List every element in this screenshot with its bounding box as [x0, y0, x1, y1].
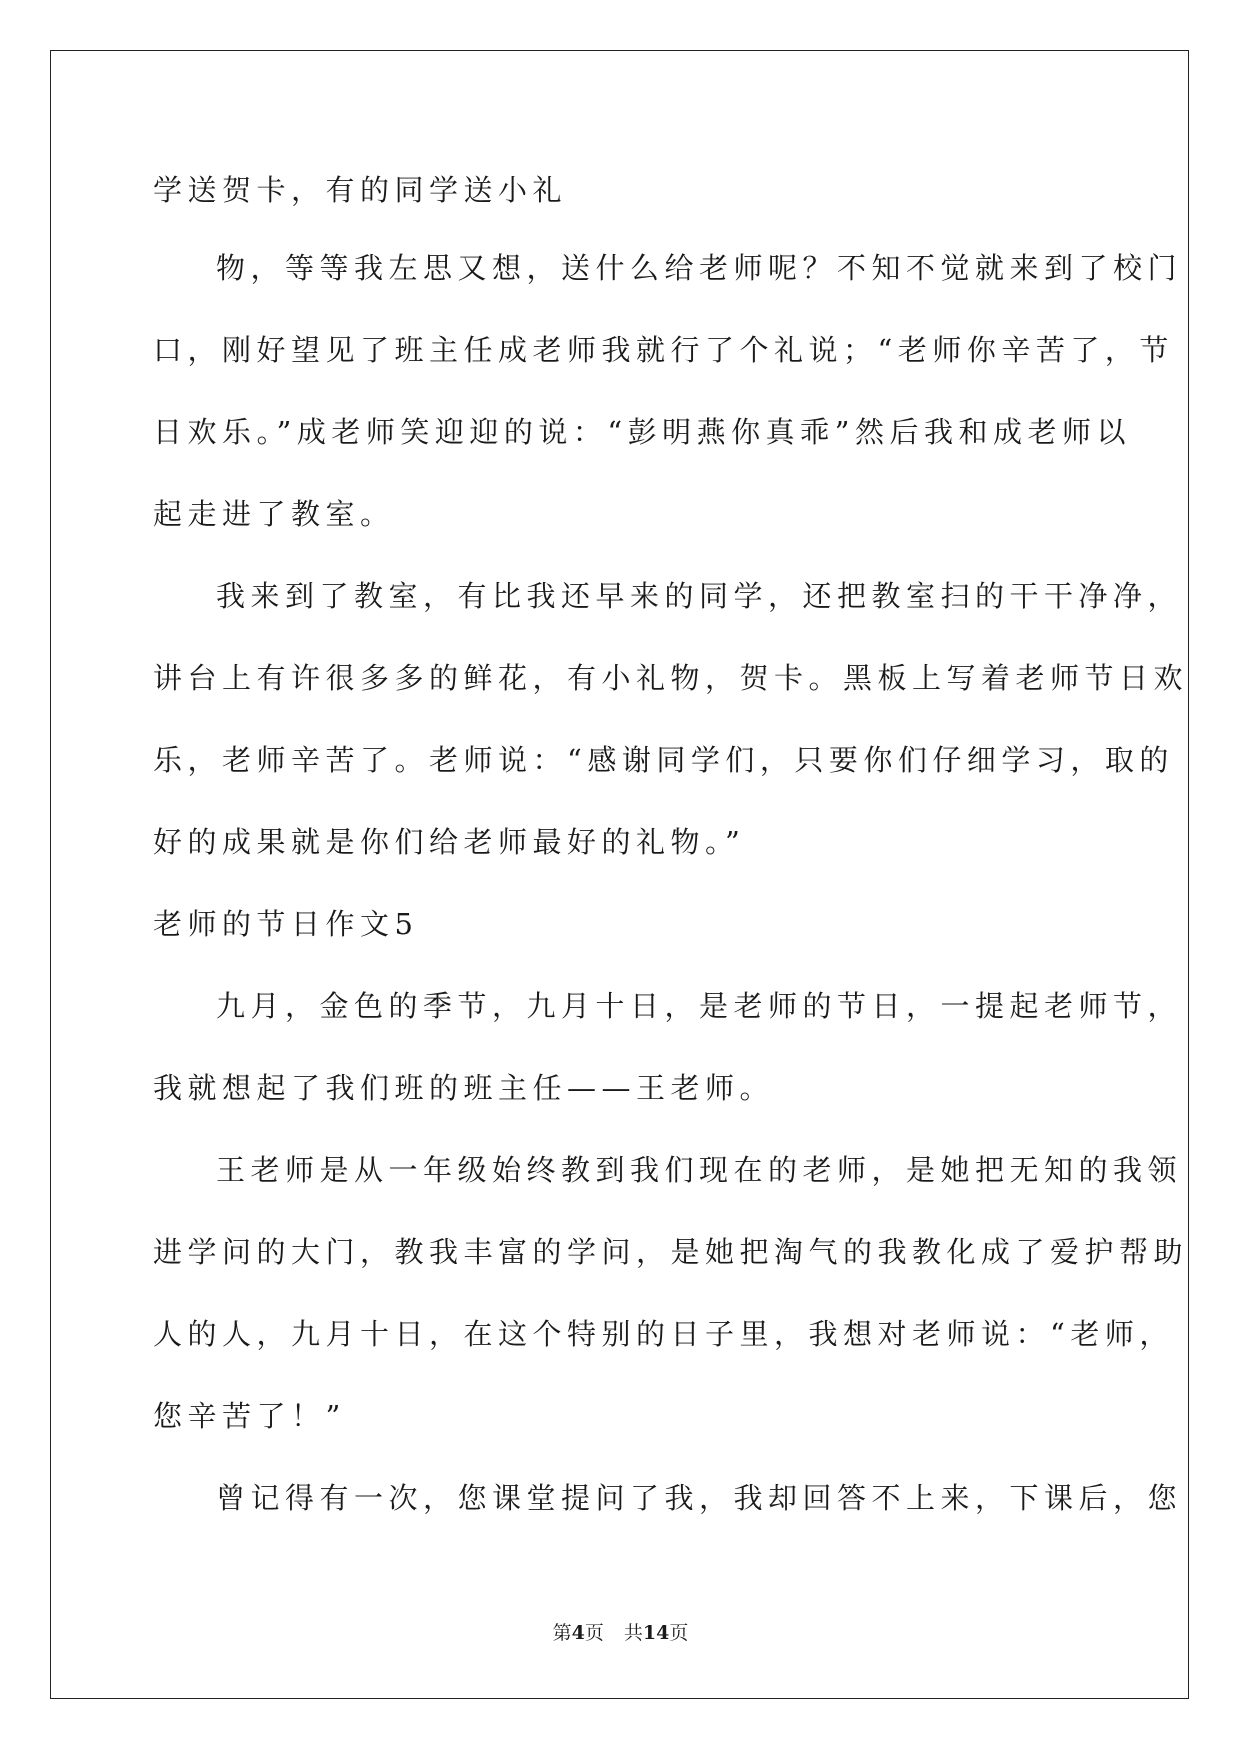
- text-line: 讲台上有许很多多的鲜花，有小礼物，贺卡。黑板上写着老师节日欢: [153, 661, 1189, 695]
- text-line: 日欢乐。”成老师笑迎迎的说：“彭明燕你真乖”然后我和成老师以: [153, 415, 1131, 449]
- paragraph-start: 王老师是从一年级始终教到我们现在的老师，是她把无知的我领: [216, 1153, 1183, 1187]
- page-prefix: 第: [552, 1622, 572, 1644]
- text-line: 口，刚好望见了班主任成老师我就行了个礼说；“老师你辛苦了，节: [153, 333, 1174, 367]
- total-suffix: 页: [669, 1622, 689, 1644]
- paragraph-start: 我来到了教室，有比我还早来的同学，还把教室扫的干干净净，: [216, 579, 1183, 613]
- page-footer: [0, 1618, 1241, 1645]
- text-line: 您辛苦了！”: [153, 1399, 346, 1433]
- text-line: 人的人，九月十日，在这个特别的日子里，我想对老师说：“老师，: [153, 1317, 1174, 1351]
- text-line: 好的成果就是你们给老师最好的礼物。”: [153, 825, 746, 859]
- text-line: 学送贺卡，有的同学送小礼: [153, 173, 568, 207]
- page-border: [50, 50, 1189, 1699]
- text-line: 起走进了教室。: [153, 497, 395, 531]
- text-line: 我就想起了我们班的班主任——王老师。: [153, 1071, 775, 1105]
- page-suffix: 页: [584, 1622, 604, 1644]
- paragraph-start: 曾记得有一次，您课堂提问了我，我却回答不上来，下课后，您: [216, 1481, 1183, 1515]
- page-current: 4: [571, 1622, 585, 1644]
- page-total: 14: [642, 1622, 670, 1644]
- text-line: 进学问的大门，教我丰富的学问，是她把淘气的我教化成了爱护帮助: [153, 1235, 1189, 1269]
- total-prefix: 共: [623, 1622, 643, 1644]
- section-heading: 老师的节日作文5: [153, 907, 419, 941]
- paragraph-start: 物，等等我左思又想，送什么给老师呢？不知不觉就来到了校门: [216, 251, 1183, 285]
- paragraph-start: 九月，金色的季节，九月十日，是老师的节日，一提起老师节，: [216, 989, 1183, 1023]
- text-line: 乐，老师辛苦了。老师说：“感谢同学们，只要你们仔细学习，取的: [153, 743, 1174, 777]
